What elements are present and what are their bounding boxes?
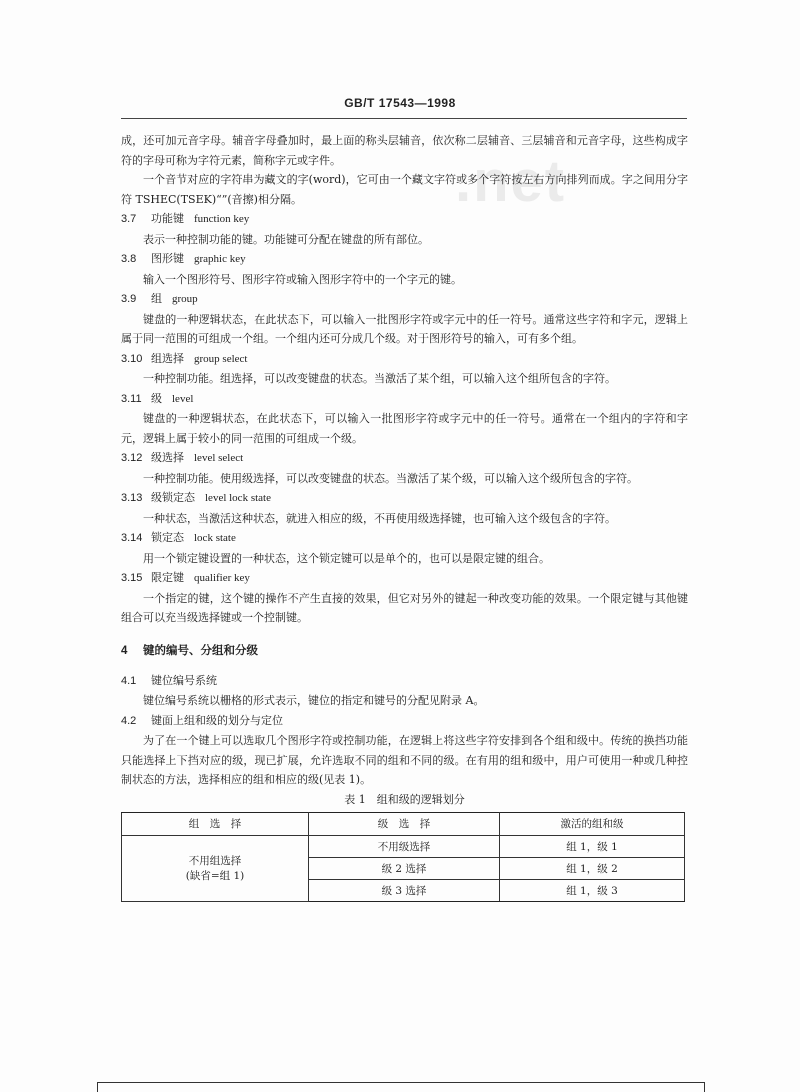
subsection-4-1-text: 键位编号系统以栅格的形式表示，键位的指定和键号的分配见附录 A。 <box>143 694 485 707</box>
term-3-13 <box>121 488 688 528</box>
standard-code-header: GB/T 17543—1998 <box>344 96 456 110</box>
term-chinese: 级选择 <box>151 451 184 464</box>
term-3-8 <box>121 249 688 289</box>
term-number: 3.8 <box>121 253 137 265</box>
term-number: 3.15 <box>121 572 143 584</box>
table-header-cell: 激活的组和级 <box>500 812 685 835</box>
active-group-level-cell: 组 1，级 3 <box>500 879 685 901</box>
term-definition: 键盘的一种逻辑状态，在此状态下，可以输入一批图形字符或字元中的任一符号。通常在一个组内的字符和字元，逻辑上属于较小的同一范围的可组成一个级。 <box>121 412 688 445</box>
term-definition: 一种控制功能。使用级选择，可以改变键盘的状态。当激活了某个级，可以输入这个级所包含的字符。 <box>143 471 638 485</box>
term-chinese: 组选择 <box>151 351 184 365</box>
group-select-default: (缺省=组 1) <box>185 870 245 882</box>
term-chinese: 组 <box>151 292 162 305</box>
section-title: 键的编号、分组和分级 <box>143 644 258 657</box>
term-definition: 键盘的一种逻辑状态，在此状态下，可以输入一批图形字符或字元中的任一符号。通常这些字符和字元，逻辑上属于同一范围的可组成一个组。一个组内还可分成几个级。对于图形符号的输入，可有多个组。 <box>121 312 688 345</box>
term-english: qualifier key <box>194 572 250 584</box>
term-chinese: 图形键 <box>151 252 184 265</box>
term-english: group select <box>194 352 248 365</box>
term-definition: 一种状态，当激活这种状态，就进入相应的级，不再使用级选择键，也可输入这个级包含的字符。 <box>143 511 616 525</box>
term-3-15 <box>121 568 688 628</box>
level-select-cell: 级 3 选择 <box>309 879 500 901</box>
subsection-title: 键位编号系统 <box>151 673 217 687</box>
group-select-label: 不用组选择 <box>188 855 242 867</box>
term-english: level <box>172 392 194 405</box>
table-caption: 表 1 组和级的逻辑划分 <box>344 792 465 806</box>
section-4-heading <box>121 642 688 661</box>
term-3-11 <box>121 389 688 449</box>
active-group-level-cell: 组 1，级 2 <box>500 857 685 879</box>
term-number: 3.13 <box>121 492 143 504</box>
table-header-cell: 组 选 择 <box>122 812 309 835</box>
subsection-number: 4.2 <box>121 714 137 727</box>
term-chinese: 锁定态 <box>151 531 184 544</box>
term-chinese: 级锁定态 <box>151 491 195 504</box>
term-chinese: 限定键 <box>151 571 184 584</box>
subsection-4-2-text: 为了在一个键上可以选取几个图形字符或控制功能，在逻辑上将这些字符安排到各个组和级中。传统的换挡功能只能选择上下挡对应的级，现已扩展，允许选取不同的组和不同的级。在有用的组和级中，用户可使用一种或几种控制状态的方法，选择相应的组和相应的级(见表 1)。 <box>121 734 688 786</box>
subsection-4-2-heading <box>121 711 688 732</box>
term-chinese: 功能键 <box>151 212 184 225</box>
term-english: function key <box>194 213 250 225</box>
term-definition: 用一个锁定键设置的一种状态，这个锁定键可以是单个的，也可以是限定键的组合。 <box>143 551 550 565</box>
group-level-table <box>121 812 685 902</box>
term-number: 3.10 <box>121 352 143 365</box>
active-group-level-cell: 组 1，级 1 <box>500 835 685 857</box>
section-number: 4 <box>121 644 128 657</box>
term-3-9 <box>121 289 688 349</box>
table-header-cell: 级 选 择 <box>309 812 500 835</box>
document-body <box>121 131 688 902</box>
term-number: 3.12 <box>121 452 143 464</box>
term-definition: 输入一个图形符号、图形字符或输入图形字符中的一个字元的键。 <box>143 272 462 286</box>
table-row <box>122 835 685 857</box>
term-english: level lock state <box>205 492 271 504</box>
term-english: lock state <box>194 532 236 544</box>
term-3-10 <box>121 349 688 389</box>
term-number: 3.14 <box>121 532 143 544</box>
term-english: level select <box>194 452 244 464</box>
group-select-cell <box>122 835 309 901</box>
term-3-12 <box>121 448 688 488</box>
subsection-title: 键面上组和级的划分与定位 <box>151 713 283 727</box>
term-definition: 一个指定的键，这个键的操作不产生直接的效果，但它对另外的键起一种改变功能的效果。一个限定键与其他键组合可以充当级选择键或一个控制键。 <box>121 591 688 624</box>
term-english: graphic key <box>194 253 246 265</box>
term-english: group <box>172 293 198 305</box>
subsection-4-1-heading <box>121 671 688 692</box>
term-definition: 一种控制功能。组选择，可以改变键盘的状态。当激活了某个组，可以输入这个组所包含的字符。 <box>143 372 616 385</box>
level-select-cell: 不用级选择 <box>309 835 500 857</box>
intro-paragraph-1: 成，还可加元音字母。辅音字母叠加时，最上面的称头层辅音，依次称二层辅音、三层辅音和元音字母，这些构成字符的字母可称为字符元素，简称字元或字件。 <box>121 134 688 167</box>
term-3-14 <box>121 528 688 568</box>
watermark: .net <box>455 149 567 214</box>
level-select-cell: 级 2 选择 <box>309 857 500 879</box>
table-header-row <box>122 812 685 835</box>
header-rule <box>121 118 687 119</box>
term-3-7 <box>121 209 688 249</box>
intro-paragraph-2: 一个音节对应的字符串为藏文的字(word)，它可由一个藏文字符或多个字符按左右方向排列而成。字之间用分字符 TSHEC(TSEK)“”(音擦)相分隔。 <box>121 173 688 206</box>
term-definition: 表示一种控制功能的键。功能键可分配在键盘的所有部位。 <box>143 232 429 246</box>
term-number: 3.7 <box>121 213 137 225</box>
subsection-number: 4.1 <box>121 674 137 687</box>
term-chinese: 级 <box>151 391 162 405</box>
term-number: 3.11 <box>121 392 142 405</box>
term-number: 3.9 <box>121 293 137 305</box>
